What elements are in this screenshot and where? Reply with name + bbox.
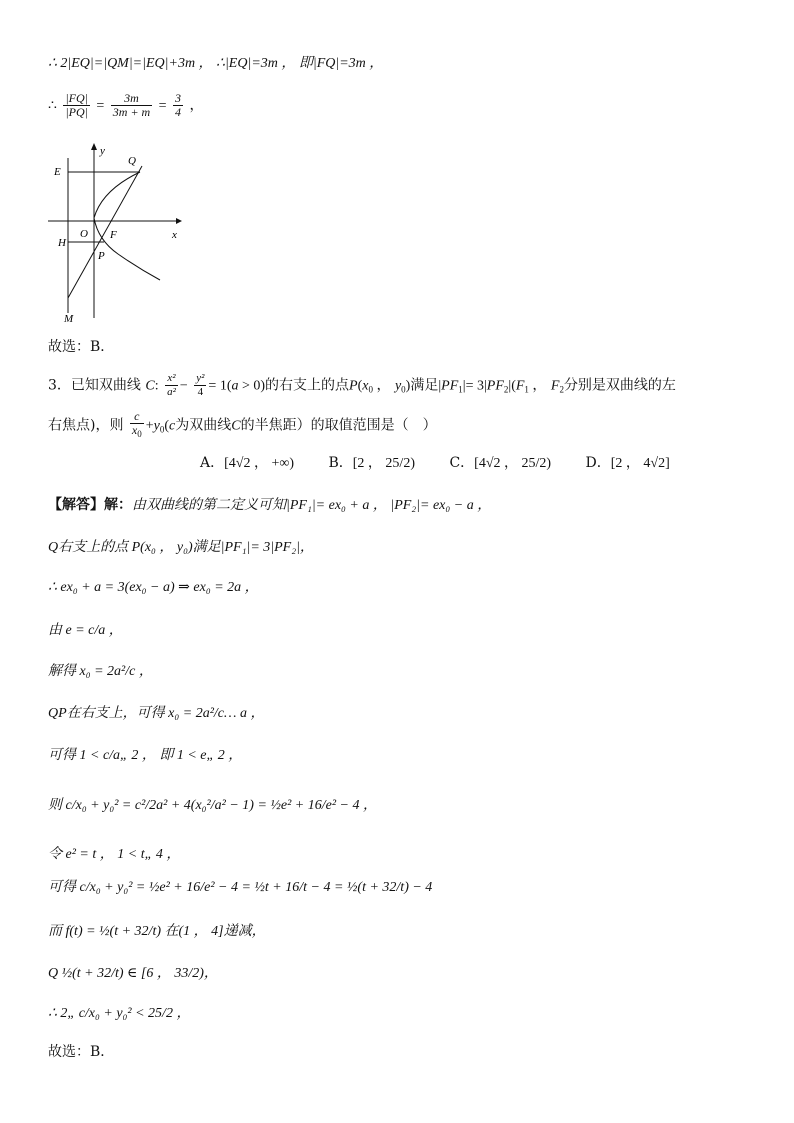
- option-c-label: C．: [449, 455, 475, 471]
- problem-text-c: 满足: [410, 377, 439, 394]
- solution-line-9: 令 e² = t ， 1 < t„ 4 ，: [48, 847, 181, 862]
- ratio-line: ∴ $\frac{|FQ|}{|PQ|}$ = $\frac{3m}{3m + m}$ = $\frac{3}{4}$ ，: [48, 91, 204, 119]
- fraction-numerator: 3: [175, 91, 182, 105]
- fraction-denominator: 3m + m: [112, 105, 151, 119]
- fraction-3m: [111, 92, 152, 119]
- answer-options: [200, 452, 700, 472]
- solution-line-7: 可得 1 < c/a„ 2 ， 即 1 < e„ 2 ，: [48, 748, 243, 763]
- fraction-numerator: |FQ|: [65, 91, 88, 105]
- option-d[interactable]: [586, 452, 670, 472]
- problem-line-1: 3．已知双曲线 C: $\frac{\text{x²}}{\text{a²}}$ − $\frac{\text{y²}}{4}$ = 1(a > 0)的右支上的点$P(x_0$ ， $y_0$)满足$|PF_1|= 3|PF_2|(F_1$ ， $F_2$分别是双曲线的左: [48, 372, 676, 398]
- label-p: P: [98, 250, 105, 262]
- problem-text-g: 的半焦距）的取值范围是（ ）: [240, 417, 437, 434]
- solution-heading: 【解答】解：: [48, 497, 132, 513]
- problem-text-a: 已知双曲线: [70, 377, 141, 394]
- label-q: Q: [128, 155, 136, 167]
- label-e: E: [54, 166, 61, 178]
- solution-line-2: Q右支上的点 P(x₀ ， y₀)满足|PF₁|= 3|PF₂|，: [48, 540, 314, 555]
- solution-line-3: ∴ ex₀ + a = 3(ex₀ − a) ⇒ ex₀ = 2a ，: [48, 580, 259, 595]
- problem-text-b: 的右支上的点: [265, 377, 350, 394]
- solution-line-10: 可得 c/x₀ + y₀² = ½e² + 16/e² − 4 = ½t + 16/t − 4 = ½(t + 32/t) − 4: [48, 880, 433, 895]
- option-d-value: [2 ， 4√2]: [610, 456, 670, 471]
- solution-line-13: ∴ 2„ c/x₀ + y₀² < 25/2 ，: [48, 1006, 191, 1021]
- option-a-value: [4√2 ， +∞): [224, 456, 295, 471]
- solution-line-5: 解得 x₀ = 2a²/c ，: [48, 664, 153, 679]
- fraction-numerator: 3m: [111, 92, 152, 106]
- fraction-denominator: |PQ|: [65, 105, 88, 119]
- answer-line-2: 故选：B．: [48, 1044, 115, 1060]
- solution-line-6: QP在右支上，可得 x₀ = 2a²/c… a ，: [48, 706, 265, 721]
- label-y: y: [100, 145, 105, 157]
- solution-line-11: 而 f(t) = ½(t + 32/t) 在(1 ， 4]递减，: [48, 924, 266, 939]
- x-axis-arrow: [176, 218, 182, 224]
- therefore-symbol: ∴: [48, 97, 57, 114]
- answer-line-1: 故选：B．: [48, 339, 115, 355]
- label-f: F: [110, 229, 117, 241]
- fraction-denominator: 4: [175, 105, 182, 119]
- solution-line-4: 由 e = c/a ，: [48, 623, 123, 638]
- solution-line-1: [48, 495, 491, 516]
- option-c[interactable]: [449, 452, 551, 472]
- label-h: H: [58, 237, 66, 249]
- fraction-three-quarters: [173, 92, 183, 119]
- label-m: M: [64, 313, 74, 325]
- solution-s1: 由双曲线的第二定义可知|PF₁|= ex₀ + a ， |PF₂|= ex₀ − a ，: [132, 498, 492, 513]
- option-a[interactable]: [200, 452, 294, 472]
- option-c-value: [4√2 ， 25/2): [474, 456, 552, 471]
- problem-number: 3．: [48, 377, 71, 394]
- problem-text-d: 分别是双曲线的左: [563, 377, 676, 394]
- problem-text-e: 右焦点)，则: [48, 417, 124, 434]
- option-a-label: A．: [200, 455, 225, 471]
- option-b-value: [2 ， 25/2): [352, 456, 415, 471]
- option-b[interactable]: [328, 452, 415, 472]
- parabola-figure: [48, 138, 188, 328]
- parabola-curve: [94, 172, 160, 280]
- solution-line-8: 则 c/x₀ + y₀² = c²/2a² + 4(x₀²/a² − 1) = ½e² + 16/e² − 4 ，: [48, 798, 377, 813]
- y-axis-arrow: [91, 143, 97, 150]
- problem-line-2: 右焦点)，则 $\frac{c}{x_0}$ $+y_0(c$为双曲线C的半焦距）的取值范围是（ ）: [48, 409, 437, 439]
- problem-text-f: 为双曲线: [175, 417, 232, 434]
- label-o: O: [80, 228, 88, 240]
- option-d-label: D．: [585, 455, 611, 471]
- label-x: x: [172, 229, 177, 241]
- solution-line-eq: ∴ 2|EQ|=|QM|=|EQ|+3m ， ∴|EQ|=3m ， 即|FQ|=3m ，: [48, 56, 384, 71]
- option-b-label: B．: [328, 455, 353, 471]
- fraction-fq-pq: [63, 92, 90, 119]
- solution-line-12: Q ½(t + 32/t) ∈ [6 ， 33/2)，: [48, 966, 218, 981]
